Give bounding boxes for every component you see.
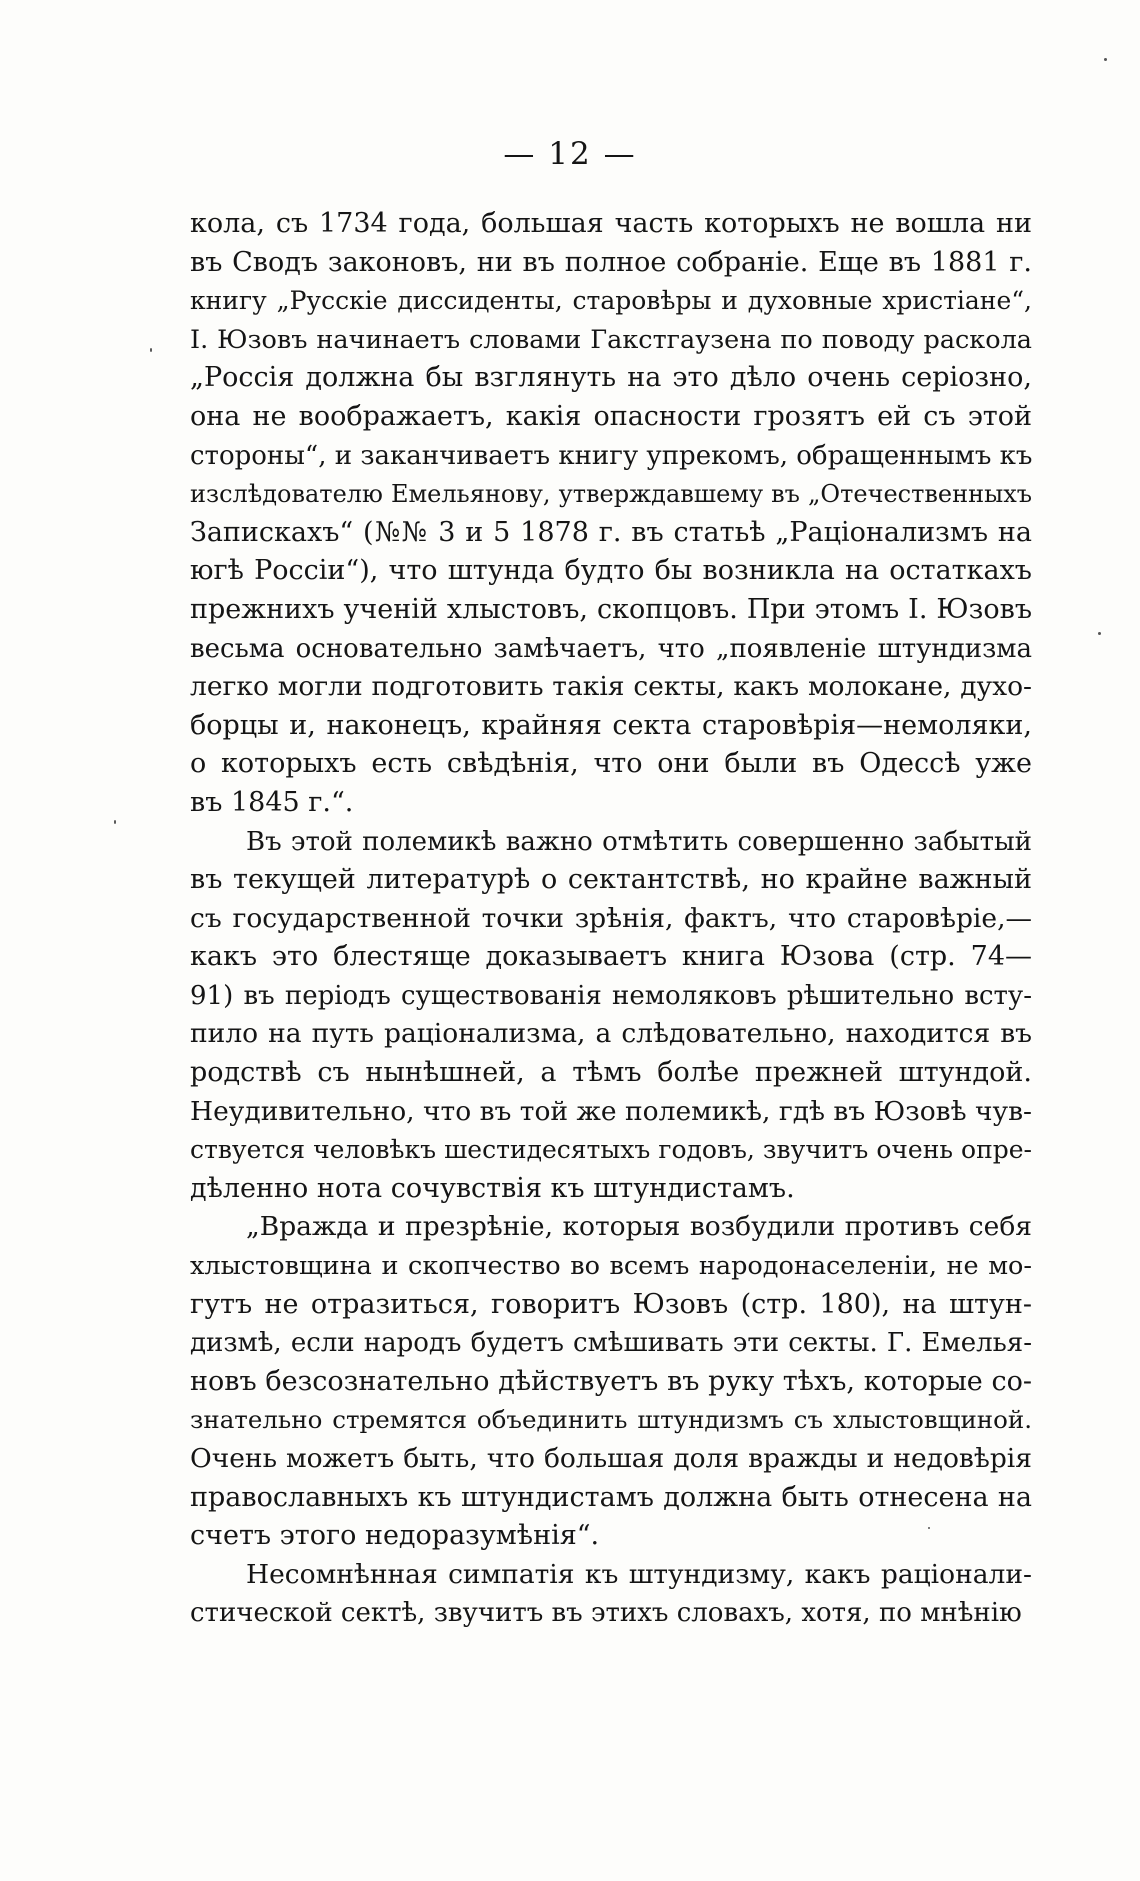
text-line: „Россія должна бы взглянуть на это дѣло очень серіозно,: [190, 362, 1032, 394]
text-line: стической сектѣ, звучитъ въ этихъ словахъ, хотя, по мнѣнію: [190, 1598, 1022, 1629]
scan-speck: [1098, 632, 1101, 635]
page-number: — 12 —: [503, 136, 637, 172]
text-line: Неудивительно, что въ той же полемикѣ, гдѣ въ Юзовѣ чув-: [190, 1095, 1032, 1127]
text-line: счетъ этого недоразумѣнія“.: [190, 1520, 600, 1552]
text-line: І. Юзовъ начинаетъ словами Гакстгаузена по поводу раскола: [190, 324, 1032, 355]
text-line: дѣленно нота сочувствія къ штундистамъ.: [190, 1172, 795, 1204]
text-line: Очень можетъ быть, что большая доля вражды и недовѣрія: [190, 1443, 1032, 1474]
text-line: ствуется человѣкъ шестидесятыхъ годовъ, звучитъ очень опре-: [190, 1135, 1032, 1165]
text-line: изслѣдователю Емельянову, утверждавшему въ „Отечественныхъ: [190, 480, 1032, 509]
text-line: борцы и, наконецъ, крайняя секта старовѣрія—немоляки,: [190, 709, 1032, 741]
scan-speck: [150, 348, 152, 352]
text-line: „Вражда и презрѣніе, которыя возбудили противъ себя: [246, 1211, 1032, 1243]
text-line: стороны“, и заканчиваетъ книгу упрекомъ, обращеннымъ къ: [190, 440, 1032, 471]
text-line: въ Сводъ законовъ, ни въ полное собраніе. Еще въ 1881 г.: [190, 246, 1032, 278]
text-line: дизмѣ, если народъ будетъ смѣшивать эти секты. Г. Емелья-: [190, 1328, 1032, 1359]
text-line: югѣ Россіи“), что штунда будто бы возникла на остаткахъ: [190, 555, 1032, 587]
scan-speck: [928, 1527, 930, 1529]
paragraph: [190, 823, 1032, 1209]
body-text: [190, 205, 1032, 1633]
scan-speck: [114, 820, 116, 824]
text-line: легко могли подготовить такія секты, какъ молокане, духо-: [190, 671, 1032, 703]
text-line: кола, съ 1734 года, большая часть которыхъ не вошла ни: [190, 208, 1032, 239]
text-line: какъ это блестяще доказываетъ книга Юзова (стр. 74—: [190, 941, 1032, 973]
text-line: въ текущей литературѣ о сектантствѣ, но крайне важный: [190, 864, 1032, 896]
text-line: прежнихъ ученій хлыстовъ, скопцовъ. При этомъ І. Юзовъ: [190, 593, 1032, 625]
text-line: знательно стремятся объединить штундизмъ съ хлыстовщиной.: [190, 1405, 1032, 1435]
text-line: Въ этой полемикѣ важно отмѣтить совершенно забытый: [246, 826, 1032, 857]
paragraph: [190, 1208, 1032, 1555]
text-line: новъ безсознательно дѣйствуетъ въ руку тѣхъ, которые со-: [190, 1365, 1032, 1397]
text-line: хлыстовщина и скопчество во всемъ народонаселеніи, не мо-: [190, 1251, 1032, 1282]
text-line: она не воображаетъ, какія опасности грозятъ ей съ этой: [190, 400, 1032, 432]
scan-speck: [1104, 58, 1107, 61]
text-line: книгу „Русскіе диссиденты, старовѣры и духовные христіане“,: [190, 286, 1032, 316]
paragraph: [190, 205, 1032, 823]
text-line: въ 1845 г.“.: [190, 786, 354, 818]
paragraph: [190, 1556, 1032, 1633]
text-line: весьма основательно замѣчаетъ, что „появленіе штундизма: [190, 633, 1032, 664]
text-line: о которыхъ есть свѣдѣнія, что они были въ Одессѣ уже: [190, 748, 1032, 780]
text-line: съ государственной точки зрѣнія, фактъ, что старовѣріе,—: [190, 902, 1032, 934]
text-line: православныхъ къ штундистамъ должна быть отнесена на: [190, 1481, 1032, 1513]
text-line: пило на путь раціонализма, а слѣдовательно, находится въ: [190, 1018, 1032, 1050]
text-line: 91) въ періодъ существованія немоляковъ рѣшительно всту-: [190, 980, 1032, 1011]
text-line: родствѣ съ нынѣшней, а тѣмъ болѣе прежней штундой.: [190, 1057, 1032, 1089]
text-line: гутъ не отразиться, говоритъ Юзовъ (стр. 180), на штун-: [190, 1288, 1032, 1320]
text-line: Запискахъ“ (№№ 3 и 5 1878 г. въ статьѣ „Раціонализмъ на: [190, 516, 1032, 548]
text-line: Несомнѣнная симпатія къ штундизму, какъ раціонали-: [246, 1558, 1032, 1590]
